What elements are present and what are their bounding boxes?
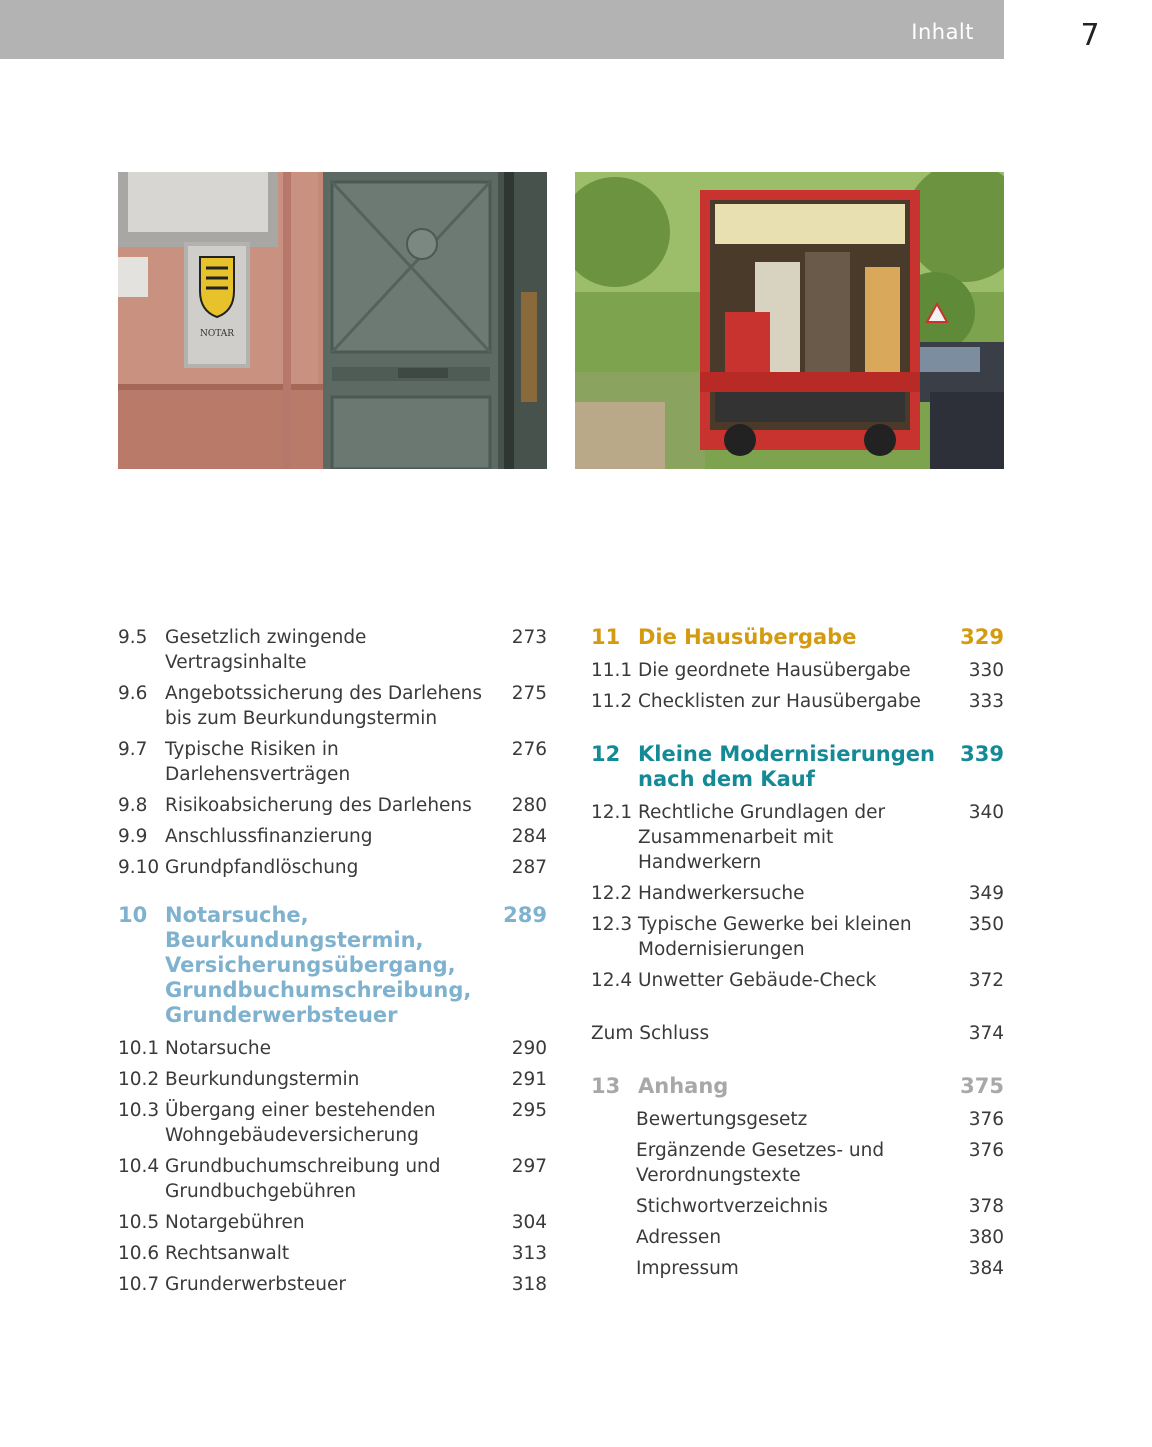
entry-page: 372 <box>968 970 1004 991</box>
entry-number: 12.1 <box>591 802 633 823</box>
entry-number: 10.7 <box>118 1274 160 1295</box>
entry-title: Grundpfandlöschung <box>165 857 359 878</box>
entry-page: 287 <box>511 857 547 878</box>
entry-title: Rechtsanwalt <box>165 1243 290 1264</box>
entry-page: 330 <box>968 660 1004 681</box>
entry-number: 10.1 <box>118 1038 160 1059</box>
entry-title: Ergänzende Gesetzes- und Verordnungstexte <box>636 1140 885 1186</box>
entry-number: 10.5 <box>118 1212 160 1233</box>
header-band <box>0 0 1004 59</box>
entry-title: Grundbuchumschreibung und Grundbuchgebühren <box>165 1156 441 1202</box>
entry-page: 295 <box>511 1100 547 1121</box>
entry-page: 384 <box>968 1258 1004 1279</box>
entry-page: 313 <box>511 1243 547 1264</box>
entry-page: 380 <box>968 1227 1004 1248</box>
entry-title: Rechtliche Grundlagen der Zusammenarbeit mit Handwerkern <box>638 802 886 873</box>
entry-page: 290 <box>511 1038 547 1059</box>
entry-title: Checklisten zur Hausübergabe <box>638 691 921 712</box>
entry-page: 376 <box>968 1140 1004 1161</box>
entry-title: Unwetter Gebäude-Check <box>638 970 877 991</box>
toc-entry[interactable] <box>591 1256 1004 1281</box>
toc-entry[interactable] <box>591 800 1004 875</box>
toc-entry-closing[interactable] <box>591 1021 1004 1046</box>
entry-page: 378 <box>968 1196 1004 1217</box>
chapter-title: Notarsuche, Beurkundungstermin, Versicherungsübergang, Grundbuchumschreibung, Grunderwerbsteuer <box>165 903 472 1027</box>
entry-number: 9.5 <box>118 627 148 648</box>
entry-title: Typische Risiken in Darlehensverträgen <box>165 739 351 785</box>
entry-title: Gesetzlich zwingende Vertragsinhalte <box>165 627 367 673</box>
entry-title: Notarsuche <box>165 1038 271 1059</box>
entry-title: Beurkundungstermin <box>165 1069 360 1090</box>
page-number: 7 <box>1080 18 1100 53</box>
entry-number: 11.2 <box>591 691 633 712</box>
toc-entry[interactable] <box>118 681 547 731</box>
entry-title: Angebotssicherung des Darlehens bis zum Beurkundungstermin <box>165 683 483 729</box>
toc-entry[interactable] <box>591 912 1004 962</box>
chapter-heading-10[interactable] <box>118 903 547 1028</box>
entry-title: Zum Schluss <box>591 1023 710 1044</box>
chapter-title: Die Hausübergabe <box>638 625 857 649</box>
entry-page: 297 <box>511 1156 547 1177</box>
toc-entry[interactable] <box>118 1154 547 1204</box>
entry-page: 275 <box>511 683 547 704</box>
toc-entry[interactable] <box>118 625 547 675</box>
photo-notar-door <box>118 172 547 469</box>
toc-entry[interactable] <box>591 1138 1004 1188</box>
toc-entry[interactable] <box>591 1194 1004 1219</box>
toc-entry[interactable] <box>118 1067 547 1092</box>
chapter-page: 329 <box>960 625 1004 649</box>
entry-number: 9.10 <box>118 857 160 878</box>
chapter-heading-11[interactable] <box>591 625 1004 650</box>
entry-number: 10.2 <box>118 1069 160 1090</box>
toc-entry[interactable] <box>118 737 547 787</box>
toc-entry[interactable] <box>118 1210 547 1235</box>
entry-title: Stichwortverzeichnis <box>636 1196 828 1217</box>
chapter-heading-12[interactable] <box>591 742 1004 792</box>
entry-page: 304 <box>511 1212 547 1233</box>
chapter-number: 11 <box>591 625 621 649</box>
entry-page: 284 <box>511 826 547 847</box>
notar-sign-text: NOTAR <box>199 329 235 339</box>
chapter-title: Anhang <box>638 1074 729 1098</box>
entry-number: 12.2 <box>591 883 633 904</box>
toc-entry[interactable] <box>118 1036 547 1061</box>
entry-page: 349 <box>968 883 1004 904</box>
entry-number: 9.7 <box>118 739 148 760</box>
chapter-title: Kleine Modernisierungen nach dem Kauf <box>638 742 935 791</box>
photo-moving-truck <box>575 172 1004 469</box>
toc-entry[interactable] <box>118 824 547 849</box>
entry-page: 333 <box>968 691 1004 712</box>
toc-right-column <box>591 625 1004 1287</box>
entry-page: 280 <box>511 795 547 816</box>
entry-number: 9.8 <box>118 795 148 816</box>
entry-number: 9.9 <box>118 826 148 847</box>
toc-entry[interactable] <box>591 968 1004 993</box>
entry-title: Adressen <box>636 1227 722 1248</box>
entry-number: 12.4 <box>591 970 633 991</box>
entry-number: 10.6 <box>118 1243 160 1264</box>
entry-page: 350 <box>968 914 1004 935</box>
entry-page: 276 <box>511 739 547 760</box>
entry-title: Bewertungsgesetz <box>636 1109 808 1130</box>
entry-number: 10.4 <box>118 1156 160 1177</box>
entry-page: 291 <box>511 1069 547 1090</box>
entry-page: 376 <box>968 1109 1004 1130</box>
chapter-page: 375 <box>960 1074 1004 1098</box>
entry-page: 374 <box>968 1023 1004 1044</box>
entry-page: 273 <box>511 627 547 648</box>
entry-title: Anschlussfinanzierung <box>165 826 373 847</box>
chapter-page: 289 <box>503 903 547 927</box>
entry-page: 340 <box>968 802 1004 823</box>
chapter-heading-13[interactable] <box>591 1074 1004 1099</box>
toc-entry[interactable] <box>118 793 547 818</box>
chapter-number: 12 <box>591 742 621 766</box>
entry-title: Impressum <box>636 1258 739 1279</box>
toc-entry[interactable] <box>591 1107 1004 1132</box>
entry-number: 12.3 <box>591 914 633 935</box>
toc-entry[interactable] <box>118 1241 547 1266</box>
entry-title: Übergang einer bestehenden Wohngebäudeversicherung <box>165 1100 436 1146</box>
toc-entry[interactable] <box>118 1272 547 1297</box>
entry-number: 9.6 <box>118 683 148 704</box>
entry-title: Typische Gewerke bei kleinen Modernisierungen <box>638 914 912 960</box>
entry-title: Notargebühren <box>165 1212 305 1233</box>
entry-title: Die geordnete Hausübergabe <box>638 660 911 681</box>
chapter-number: 13 <box>591 1074 621 1098</box>
section-label: Inhalt <box>911 20 974 44</box>
toc-entry[interactable] <box>118 1098 547 1148</box>
entry-number: 10.3 <box>118 1100 160 1121</box>
entry-title: Grunderwerbsteuer <box>165 1274 346 1295</box>
toc-left-column <box>118 625 547 1303</box>
chapter-number: 10 <box>118 903 148 927</box>
toc-entry[interactable] <box>591 881 1004 906</box>
entry-number: 11.1 <box>591 660 633 681</box>
entry-title: Risikoabsicherung des Darlehens <box>165 795 472 816</box>
toc-entry[interactable] <box>591 1225 1004 1250</box>
toc-entry[interactable] <box>118 855 547 880</box>
chapter-page: 339 <box>960 742 1004 766</box>
toc-entry[interactable] <box>591 658 1004 683</box>
toc-entry[interactable] <box>591 689 1004 714</box>
entry-page: 318 <box>511 1274 547 1295</box>
entry-title: Handwerkersuche <box>638 883 805 904</box>
